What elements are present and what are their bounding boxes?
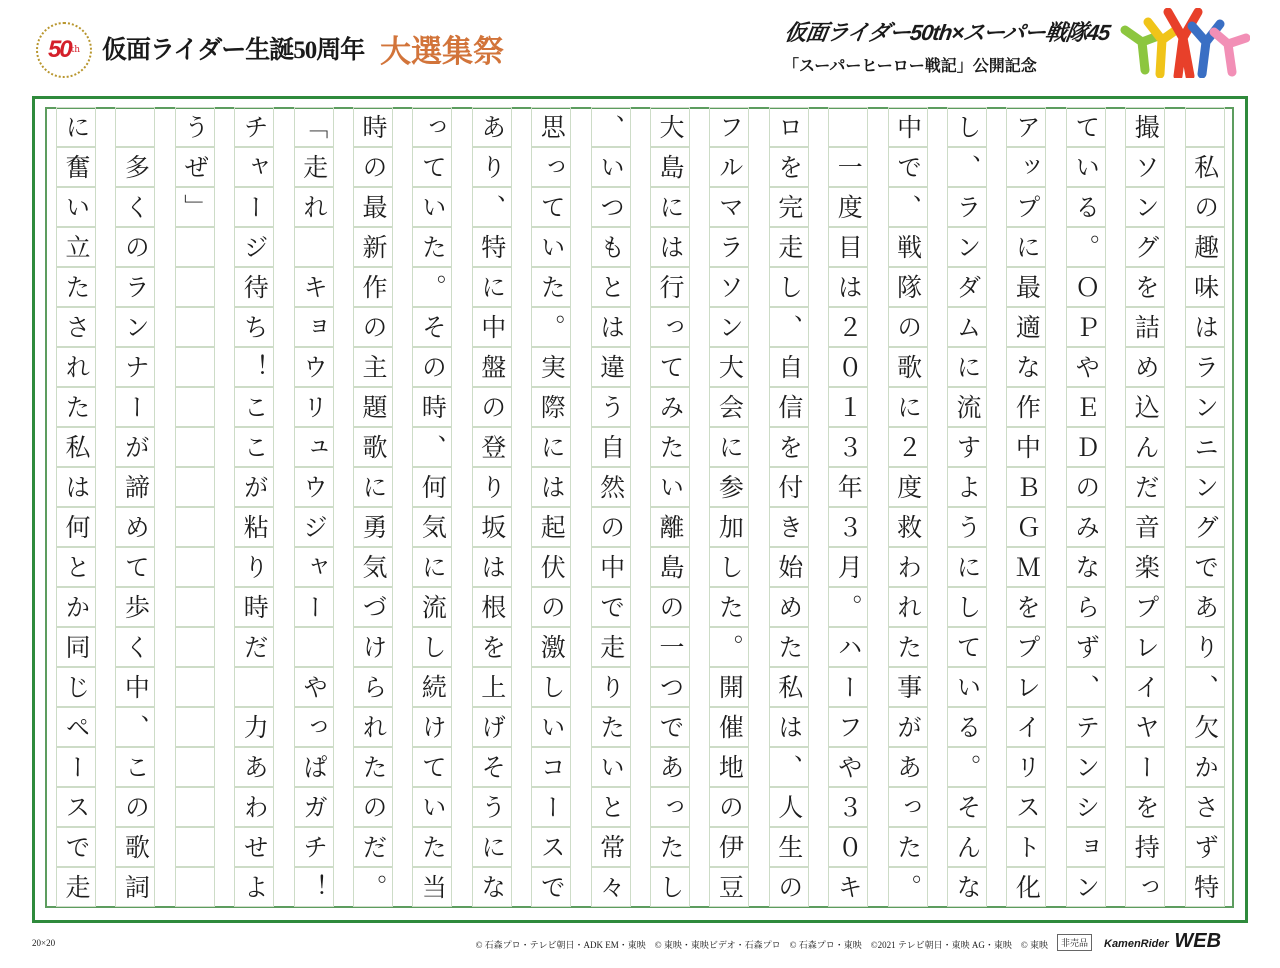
- collab-logo-title: 仮面ライダー50th×スーパー戦隊45: [783, 20, 1112, 45]
- manuscript-column-text: 時の最新作の主題歌に勇気づけられたのだ。: [359, 114, 388, 914]
- page-title: 仮面ライダー生誕50周年: [102, 37, 365, 64]
- manuscript-column: [888, 107, 928, 914]
- manuscript-column-text: し、ランダムに流すようにしている。そんな: [953, 114, 982, 914]
- manuscript-column: [472, 107, 512, 914]
- manuscript-column: [1066, 107, 1106, 914]
- manuscript-column-text: あり、特に中盤の登り坂は根を上げそうにな: [477, 114, 507, 914]
- manuscript-column: [412, 107, 452, 914]
- logo-main: KamenRider: [1104, 938, 1169, 950]
- logo-number: 50: [47, 36, 71, 63]
- not-for-sale-label: 非売品: [1057, 934, 1092, 951]
- manuscript-column: [1006, 107, 1046, 914]
- manuscript-column-text: フルマラソン大会に参加した。開催地の伊豆: [715, 114, 745, 914]
- manuscript-column: [175, 107, 215, 908]
- manuscript-column-text: 多くのランナーが諦めて歩く中、この歌詞: [121, 114, 151, 914]
- manuscript-column: [531, 107, 571, 914]
- manuscript-column: [1185, 107, 1225, 914]
- collab-subtitle: 「スーパーヒーロー戦記」公開記念: [783, 58, 1037, 75]
- manuscript-column: [353, 107, 393, 914]
- manuscript-column-text: 私の趣味はランニングであり、欠かさず特: [1190, 114, 1220, 914]
- logo-sup: th: [70, 45, 81, 55]
- grid-size-label: 20×20: [32, 938, 56, 948]
- manuscript-column-text: に奮い立たされた私は何とか同じペースで走: [62, 114, 91, 914]
- manuscript-column: [650, 107, 690, 914]
- manuscript-column-text: ロを完走し、自信を付き始めた私は、人生の: [774, 114, 804, 914]
- manuscript-inner-border: [45, 107, 1234, 914]
- heroes-silhouette-icon: [1120, 8, 1250, 78]
- page-title-accent: 大選集祭: [380, 34, 504, 69]
- manuscript-column: [234, 107, 274, 914]
- manuscript-column-text: チャージ待ち！ここが粘り時だ 力あわせよ: [240, 114, 270, 914]
- logo-web: WEB: [1174, 930, 1222, 952]
- manuscript-column-text: 撮ソングを詰め込んだ音楽プレイヤーを持っ: [1131, 114, 1161, 914]
- manuscript-column: [709, 107, 749, 914]
- manuscript-column: [115, 107, 155, 914]
- manuscript-column: [1125, 107, 1165, 914]
- manuscript-column-text: 、いつもとは違う自然の中で走りたいと常々: [596, 114, 626, 914]
- manuscript-column: [56, 107, 96, 914]
- kamen-rider-web-logo: [1104, 930, 1221, 953]
- manuscript-column-text: っていた。その時、何気に流し続けていた当: [418, 114, 448, 914]
- manuscript-column-text: 思っていた。実際には起伏の激しいコースで: [537, 114, 567, 914]
- manuscript-column: [947, 107, 987, 914]
- manuscript-column: [769, 107, 809, 914]
- manuscript-column-text: うぜ」: [180, 114, 210, 902]
- manuscript-column: [828, 107, 868, 914]
- manuscript-column-text: 大島には行ってみたい離島の一つであったし: [656, 114, 685, 914]
- manuscript-column: [591, 107, 631, 914]
- manuscript-column-text: 「走れ キョウリュウジャー やっぱガチ！: [299, 114, 329, 914]
- manuscript-column-text: 一度目は２０１３年３月。ハーフや３０キ: [834, 114, 864, 914]
- 50th-anniversary-logo: [36, 22, 92, 78]
- manuscript-column-text: 中で、戦隊の歌に２度救われた事があった。: [893, 114, 923, 914]
- copyright-notice: © 石森プロ・テレビ朝日・ADK EM・東映 © 東映・東映ビデオ・石森プロ © 石森プロ・東映 ©2021 テレビ朝日・東映 AG・東映 © 東映: [475, 940, 1048, 950]
- manuscript-column-text: ている。ＯＰやＥＤのみならず、テンション: [1071, 114, 1101, 914]
- manuscript-column: [294, 107, 334, 914]
- manuscript-column-text: アップに最適な作中ＢＧＭをプレイリスト化: [1012, 114, 1042, 914]
